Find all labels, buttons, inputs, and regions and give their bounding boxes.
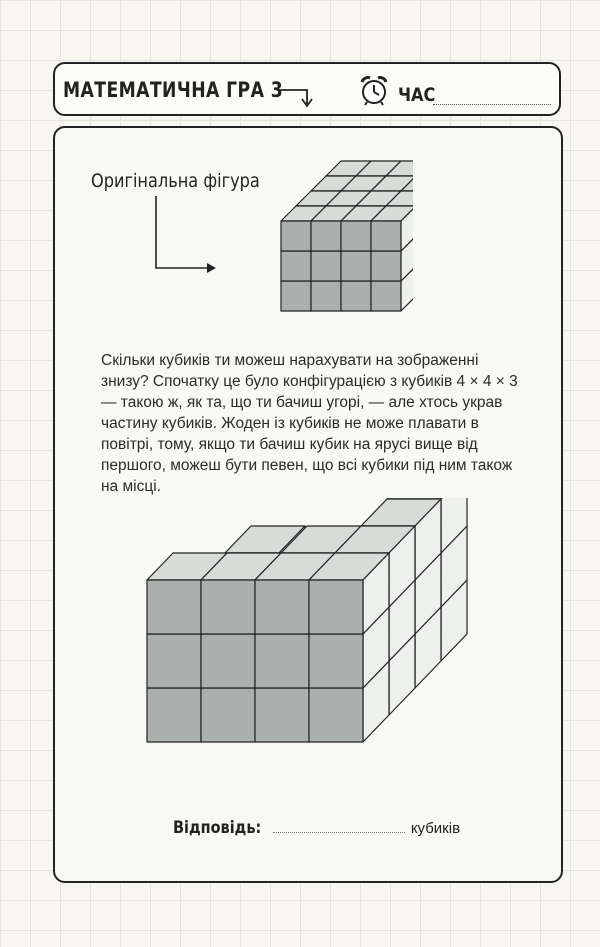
time-input-line[interactable] [433, 104, 551, 105]
answer-unit: кубиків [410, 820, 461, 837]
cube-front-face [147, 634, 201, 688]
cube-front-face [371, 221, 401, 251]
answer-row [173, 818, 460, 838]
cube-front-face [201, 580, 255, 634]
original-figure-label: Оригінальна фігура [91, 170, 260, 192]
alarm-clock-icon [357, 73, 391, 107]
cube-front-face [147, 688, 201, 742]
cube-front-face [371, 281, 401, 311]
cube-front-face [311, 251, 341, 281]
arrow-right-icon [150, 194, 225, 274]
puzzle-cube-figure [139, 498, 499, 788]
cube-front-face [201, 688, 255, 742]
cube-front-face [201, 634, 255, 688]
cube-front-face [309, 580, 363, 634]
cube-front-face [281, 281, 311, 311]
cube-front-face [147, 580, 201, 634]
answer-label: Відповідь: [173, 818, 262, 838]
cube-front-face [341, 281, 371, 311]
cube-front-face [309, 688, 363, 742]
cube-front-face [311, 221, 341, 251]
time-label: ЧАС [398, 84, 436, 106]
cube-front-face [255, 634, 309, 688]
puzzle-panel [53, 126, 563, 883]
answer-input-line[interactable] [273, 820, 405, 833]
header-panel [53, 62, 561, 116]
cube-front-face [255, 580, 309, 634]
cube-front-face [371, 251, 401, 281]
original-cube-figure [223, 158, 413, 318]
arrow-down-icon [275, 82, 317, 110]
cube-front-face [281, 251, 311, 281]
cube-front-face [309, 634, 363, 688]
cube-front-face [341, 221, 371, 251]
instructions-text: Скільки кубиків ти можеш нарахувати на зображенні знизу? Спочатку це було конфігурацією з кубиків 4 × 4 × 3 — такою ж, як та, що ти бачиш угорі, — але хтось украв частину кубиків. Жоден із кубиків не може плавати в повітрі, тому, якщо ти бачиш кубик на ярусі вище від першого, можеш бути певен, що всі кубики під ним також на місці. [101, 352, 518, 495]
cube-front-face [311, 281, 341, 311]
cube-front-face [341, 251, 371, 281]
cube-front-face [255, 688, 309, 742]
game-title: МАТЕМАТИЧНА ГРА 3 [63, 78, 284, 102]
cube-front-face [281, 221, 311, 251]
